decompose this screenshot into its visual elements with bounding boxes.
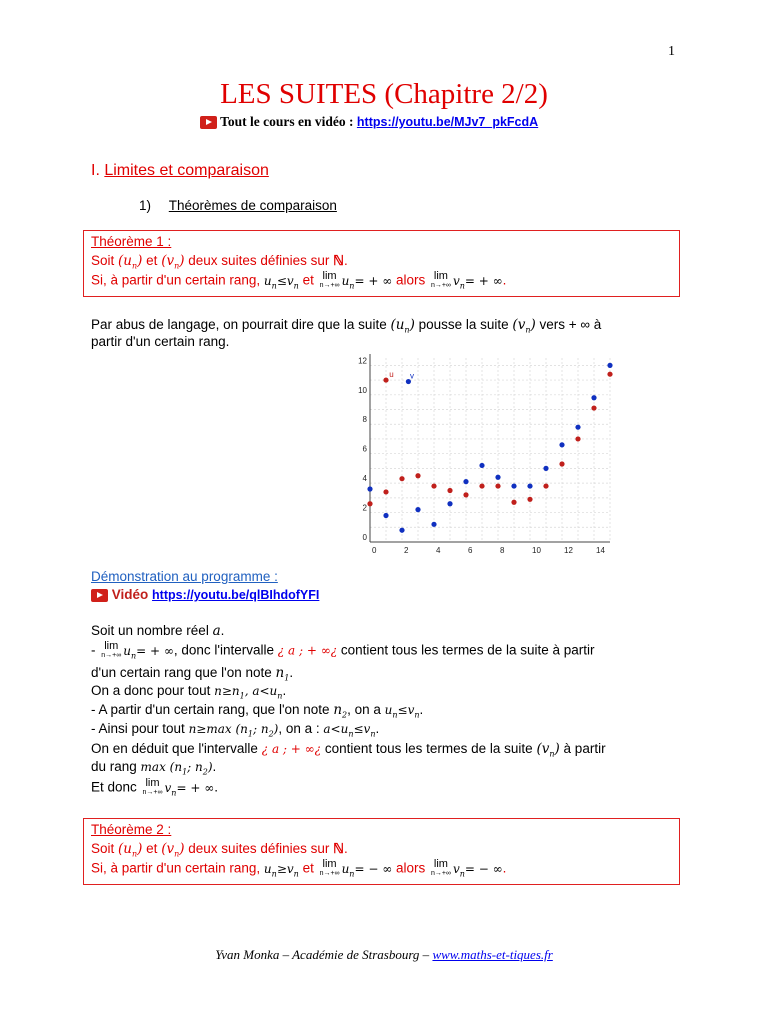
natural-numbers-symbol: ℕ [333,841,344,856]
t1-et2: et [298,272,318,288]
x-tick-label: 12 [564,546,573,555]
section-number: I. [91,162,105,179]
t1-si: Si, à partir d'un certain rang, [91,272,264,288]
legend-label-v: v [410,371,414,381]
proof-line-3: d'un certain rang que l'on note $n_1$. [91,665,294,683]
paragraph-1-line-1 [91,317,601,335]
t1-lim-u: lim n→+∞ [319,270,340,289]
y-tick-label: 0 [362,533,367,542]
data-point-v [591,395,596,400]
p1-seq-v: $(v_n)$ [512,317,536,335]
t1-lim-v: lim n→+∞ [430,270,451,289]
course-video-line [200,114,538,130]
data-point-v [575,425,580,430]
y-tick-label: 4 [362,474,367,484]
x-tick-label: 10 [532,546,541,555]
chart-background [354,352,616,558]
data-point-v [607,363,612,368]
y-tick-label: 8 [362,415,367,425]
data-point-v [447,501,452,506]
demo-title: Démonstration au programme : [91,569,278,584]
theorem-2-title: Théorème 2 : [91,822,172,837]
subsection-number: 1) [139,198,152,213]
y-tick-label: 2 [362,503,367,513]
data-point-u [383,489,388,494]
page-number: 1 [668,44,675,59]
proof-line-5: - A partir d'un certain rang, que l'on note $n_2$, on a $u_n\le v_n$. [91,702,424,720]
theorem-2-line-2: Si, à partir d'un certain rang, $u_n\ge v_n$ et lim n→+∞ $u_n=$ − ∞ alors lim n→+∞ $v_n=$ − ∞. [91,858,507,878]
y-tick-label: 12 [358,356,367,366]
proof-line-2: - lim n→+∞ $u_n=$ + ∞, donc l'intervalle ¿ a ; + ∞¿ contient tous les termes de la suite à partir [91,640,595,660]
proof-line-1: Soit un nombre réel a. [91,623,225,639]
proof-a: a [212,623,221,639]
x-tick-label: 0 [372,546,377,555]
page-title: LES SUITES (Chapitre 2/2) [220,78,548,110]
legend-label-u: u [389,370,394,380]
p1-b: pousse la suite [414,317,513,332]
youtube-play-icon[interactable] [200,116,217,129]
data-point-v [431,522,436,527]
data-point-u [399,476,404,481]
proof-lim-u: lim n→+∞ [101,640,122,659]
theorem-1-line-2 [91,272,506,290]
data-point-v [559,442,564,447]
p1-seq-u: $(u_n)$ [390,317,415,335]
proof-line-8: du rang $\max (n_1$; $n_2$). [91,759,217,777]
data-point-u [463,492,468,497]
data-point-u [543,483,548,488]
section-heading [91,162,269,180]
t1-seq-u: $(u_n)$ [118,253,143,271]
demo-video-link[interactable]: https://youtu.be/qlBIhdofYFI [152,588,320,602]
subsection-title: Théorèmes de comparaison [168,198,337,213]
data-point-u [447,488,452,493]
data-point-u [495,483,500,488]
comparison-scatter-chart [354,352,616,558]
subsection-heading [139,198,337,213]
theorem-1-title: Théorème 1 : [91,234,172,249]
legend-marker-u [383,377,388,382]
p1-a: Par abus de langage, on pourrait dire que la suite [91,317,391,332]
data-point-v [479,463,484,468]
footer-author: Yvan Monka – Académie de Strasbourg – [215,947,433,962]
data-point-v [543,466,548,471]
footer-link[interactable]: www.maths-et-tiques.fr [432,947,553,962]
x-tick-label: 8 [500,546,505,555]
data-point-u [431,483,436,488]
data-point-u [559,461,564,466]
data-point-u [367,501,372,506]
data-point-v [383,513,388,518]
proof-line-7: On en déduit que l'intervalle ¿ a ; + ∞¿ contient tous les termes de la suite $(v_n)$ à partir [91,741,606,759]
data-point-u [527,497,532,502]
demo-video-line [91,587,319,602]
data-point-v [463,479,468,484]
natural-numbers-symbol: ℕ [333,253,344,268]
data-point-u [607,372,612,377]
t1-u-inf: $u_n=$ + ∞ [341,273,393,290]
footer [0,947,768,963]
proof-line-6: - Ainsi pour tout n≥max ($n_1$; $n_2$), on a : $a<u_n\le v_n$. [91,721,380,739]
data-point-v [511,483,516,488]
data-point-u [511,500,516,505]
data-point-v [367,486,372,491]
section-title: Limites et comparaison [104,162,269,179]
t1-alors: alors [392,272,429,288]
data-point-u [575,436,580,441]
x-tick-label: 6 [468,546,473,555]
data-point-u [591,405,596,410]
course-video-link[interactable]: https://youtu.be/MJv7_pkFcdA [356,115,539,129]
y-tick-label: 10 [358,385,367,395]
data-point-v [415,507,420,512]
data-point-v [527,483,532,488]
proof-line-4: On a donc pour tout $n\ge n_1$, $a<u_n$. [91,683,287,701]
t1-dot: . [343,253,348,268]
t1-seq-v: $(v_n)$ [161,253,185,271]
data-point-v [495,475,500,480]
proof-interval: ¿ a ; + ∞¿ [277,643,338,658]
x-tick-label: 14 [596,546,605,555]
demo-video-label: Vidéo [111,587,153,602]
x-tick-label: 2 [404,546,409,555]
t1-v-inf: $v_n=$ + ∞ [452,273,503,290]
y-tick-label: 6 [362,444,367,454]
youtube-play-icon[interactable] [91,589,108,602]
theorem-1-line-1 [91,253,348,271]
course-video-label: Tout le cours en vidéo : [220,114,357,129]
data-point-u [415,473,420,478]
paragraph-1-line-2: partir d'un certain rang. [91,334,230,349]
t1-un-leq-vn: $u_n\le v_n$ [263,273,299,290]
t1-soit: Soit [91,253,119,268]
x-tick-label: 4 [436,546,441,555]
data-point-v [399,528,404,533]
data-point-u [479,483,484,488]
proof-u-inf: $u_n=$ + ∞ [123,643,174,660]
t1-def: deux suites définies sur [184,253,334,268]
t1-et: et [142,253,162,268]
p1-c: vers + ∞ à [535,317,602,332]
proof-line-9: Et donc lim n→+∞ $v_n=$ + ∞. [91,777,218,797]
theorem-2-line-1: Soit $(u_n)$ et $(v_n)$ deux suites définies sur ℕ. [91,841,348,859]
t1-dot2: . [502,272,507,288]
